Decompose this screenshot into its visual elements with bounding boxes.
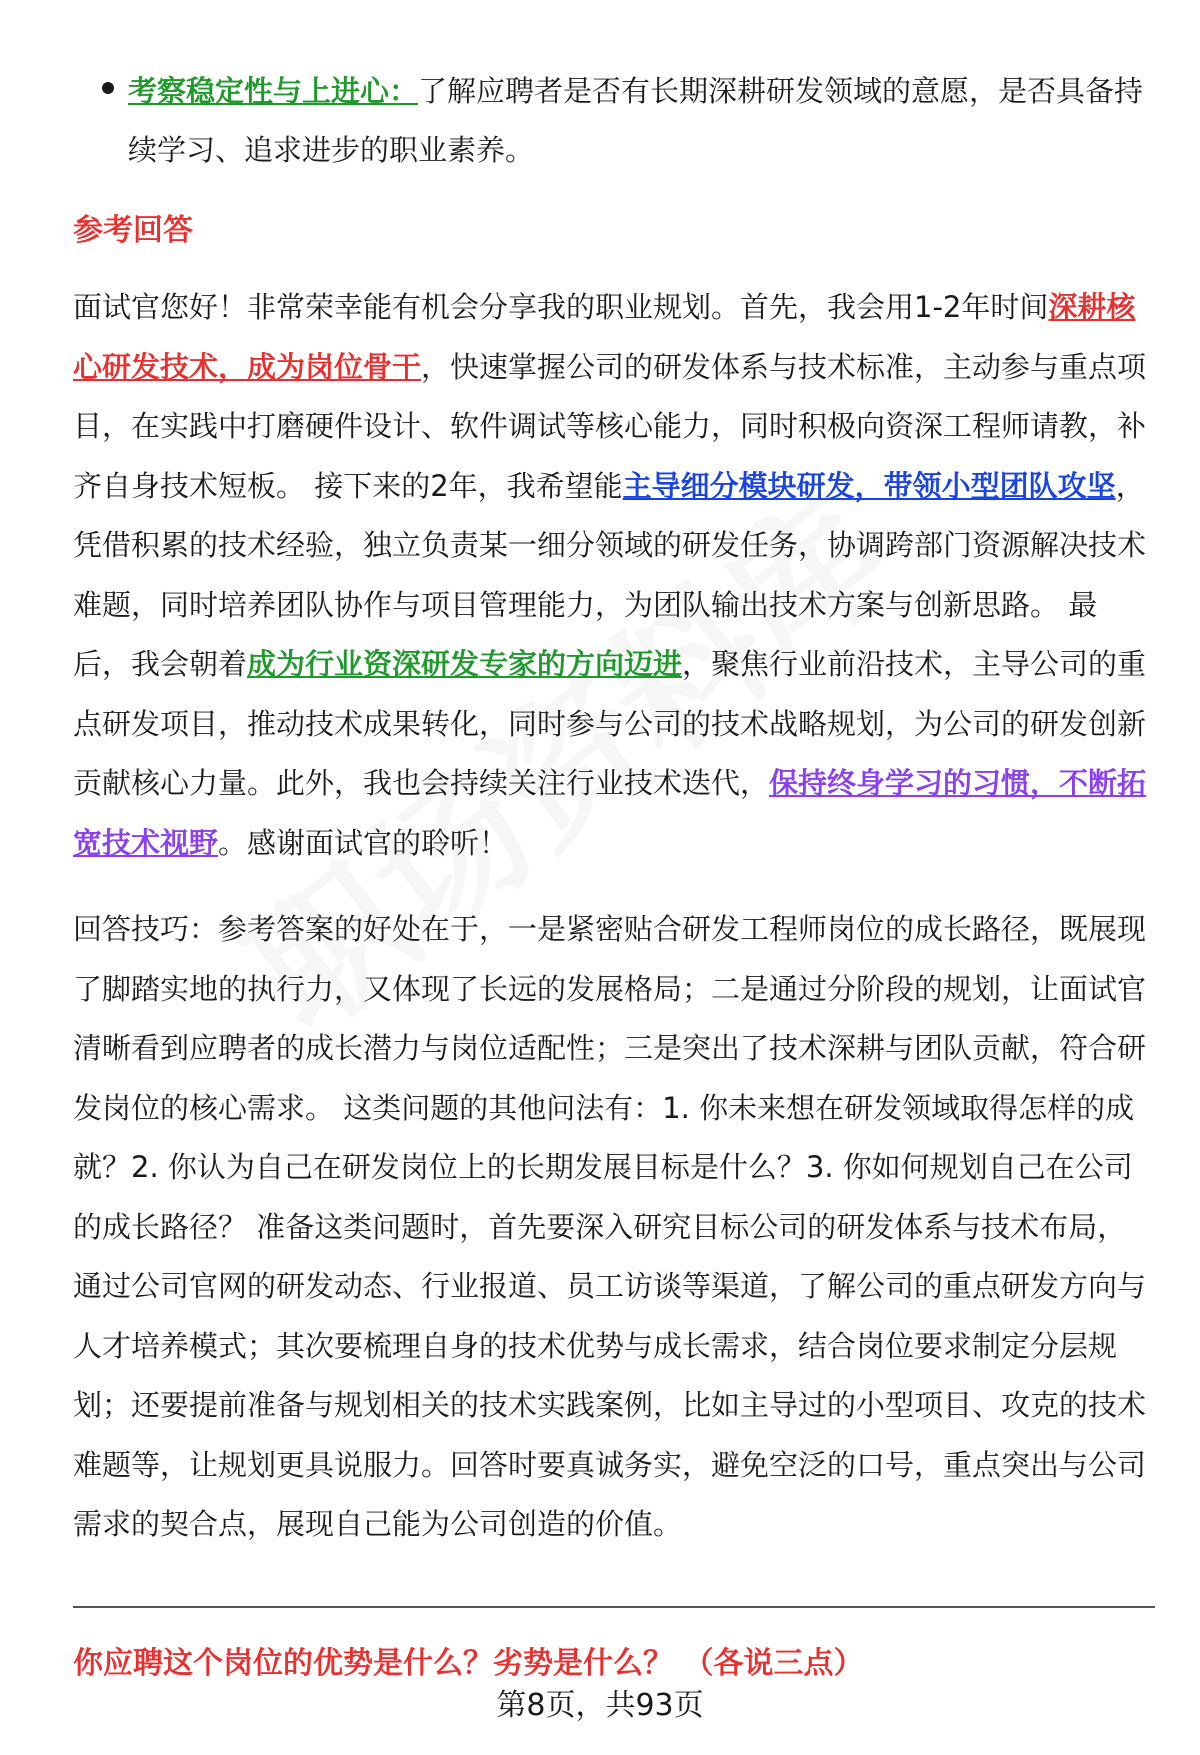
answer-highlight-2: 主导细分模块研发，带领小型团队攻坚 [622,468,1116,503]
answer-text-2: ，快速掌握公司的研发体系与技术标准，主动参与重点项目，在实践中打磨硬件设计、软件调试等核心能力，同时积极向资深工程师请教，补齐自身技术短板。 接下来的2年，我希望能 [73,349,1147,503]
answer-tips: 回答技巧：参考答案的好处在于，一是紧密贴合研发工程师岗位的成长路径，既展现了脚踏实地的执行力，又体现了长远的发展格局；二是通过分阶段的规划，让面试官清晰看到应聘者的成长潜力与岗位适配性；三是突出了技术深耕与团队贡献，符合研发岗位的核心需求。 这类问题的其他问法有：1. 你未来想在研发领域取得怎样的成就？2. 你认为自己在研发岗位上的长期发展目标是什么？3. 你如何规划自己在公司的成长路径？ 准备这类问题时，首先要深入研究目标公司的研发体系与技术布局，通过公司官网的研发动态、行业报道、员工访谈等渠道，了解公司的重点研发方向与人才培养模式；其次要梳理自身的技术优势与成长需求，结合岗位要求制定分层规划；还要提前准备与规划相关的技术实践案例，比如主导过的小型项目、攻克的技术难题等，让规划更具说服力。回答时要真诚务实，避免空泛的口号，重点突出与公司需求的契合点，展现自己能为公司创造的价值。 [73,912,1147,1541]
bullet-dot-icon [102,82,114,94]
bullet-item [102,62,1152,180]
section-heading: 参考回答 [73,213,193,248]
reference-answer [73,278,1153,873]
page-number: 第8页，共93页 [496,1688,704,1723]
bullet-body: 了解应聘者是否有长期深耕研发领域的意愿，是否具备持续学习、追求进步的职业素养。 [128,74,1144,167]
answer-text-4: ，聚焦行业前沿技术，主导公司的重点研发项目，推动技术成果转化，同时参与公司的技术战略规划，为公司的研发创新贡献核心力量。此外，我也会持续关注行业技术迭代， [73,647,1147,800]
answer-text-1: 面试官您好！非常荣幸能有机会分享我的职业规划。首先，我会用1-2年时间 [73,290,1049,324]
answer-text-3: ，凭借积累的技术经验，独立负责某一细分领域的研发任务，协调跨部门资源解决技术难题，同时培养团队协作与项目管理能力，为团队输出技术方案与创新思路。 最后，我会朝着 [73,468,1147,681]
bullet-text [128,62,1152,180]
answer-highlight-1: 深耕核心研发技术，成为岗位骨干 [73,290,1136,384]
answer-highlight-3: 成为行业资深研发专家的方向迈进 [247,647,683,681]
answer-highlight-4: 保持终身学习的习惯，不断拓宽技术视野 [73,766,1147,860]
bullet-title: 考察稳定性与上进心： [128,74,419,108]
answer-text-5: 。感谢面试官的聆听！ [218,825,509,860]
next-question-heading: 你应聘这个岗位的优势是什么？劣势是什么？ （各说三点） [73,1646,864,1681]
section-divider [73,1606,1155,1608]
